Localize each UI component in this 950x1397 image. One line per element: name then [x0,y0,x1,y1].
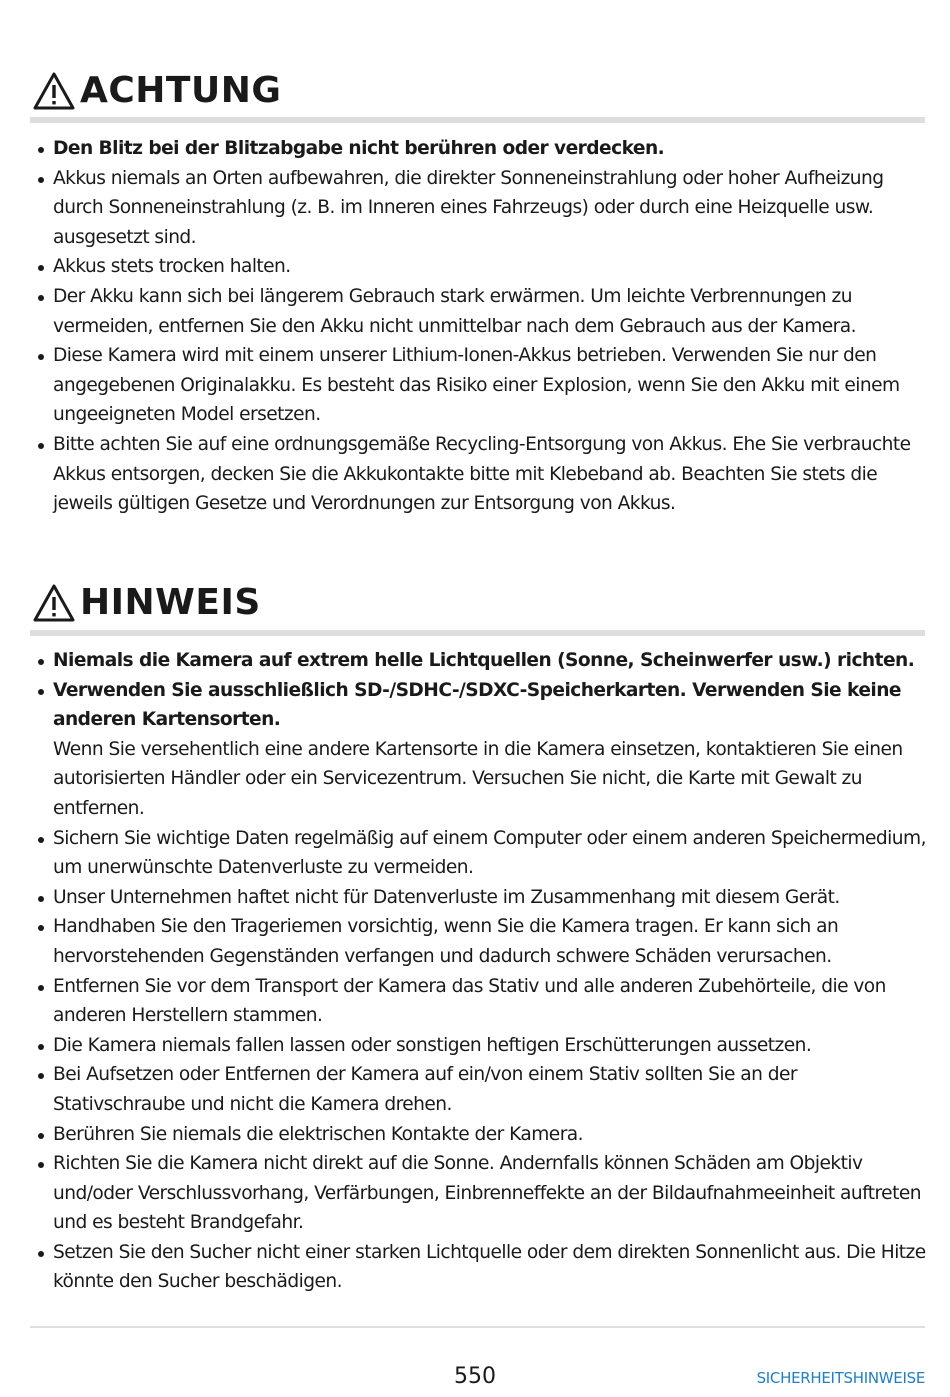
list-item: Richten Sie die Kamera nicht direkt auf die Sonne. Andernfalls können Schäden am Objektiv und/oder Verschlussvorhang, Verfärbungen, Einbrenneffekte an der Bildaufnahmeeinheit auftreten und es besteht Brandgefahr. [30,1149,928,1238]
section-divider [30,117,925,123]
list-item: Setzen Sie den Sucher nicht einer starken Lichtquelle oder dem direkten Sonnenlicht aus. Die Hitze könnte den Sucher beschädigen. [30,1238,928,1297]
hinweis-heading [32,580,925,626]
list-item: Bitte achten Sie auf eine ordnungsgemäße Recycling-Entsorgung von Akkus. Ehe Sie verbrauchte Akkus entsorgen, decken Sie die Akkukontakte bitte mit Klebeband ab. Beachten Sie stets die jeweils gültigen Gesetze und Verordnungen zur Entsorgung von Akkus. [30,430,928,519]
list-item: Unser Unternehmen haftet nicht für Datenverluste im Zusammenhang mit diesem Gerät. [30,883,928,913]
warning-triangle-icon [32,71,76,111]
achtung-list [30,134,928,519]
list-item: Die Kamera niemals fallen lassen oder sonstigen heftigen Erschütterungen aussetzen. [30,1031,928,1061]
list-item: Akkus stets trocken halten. [30,252,928,282]
list-item-note: Wenn Sie versehentlich eine andere Kartensorte in die Kamera einsetzen, kontaktieren Sie einen autorisierten Händler oder ein Servicezentrum. Versuchen Sie nicht, die Karte mit Gewalt zu entfernen. [53,738,903,819]
list-item: Akkus niemals an Orten aufbewahren, die direkter Sonneneinstrahlung oder hoher Aufheizung durch Sonneneinstrahlung (z. B. im Inneren eines Fahrzeugs) oder durch eine Heizquelle usw. ausgesetzt sind. [30,164,928,253]
list-item: Bei Aufsetzen oder Entfernen der Kamera auf ein/von einem Stativ sollten Sie an der Stativschraube und nicht die Kamera drehen. [30,1060,928,1119]
page-number: 550 [454,1364,496,1389]
list-item-text: Verwenden Sie ausschließlich SD-/SDHC-/SDXC-Speicherkarten. Verwenden Sie keine anderen Kartensorten. [53,679,901,731]
list-item: Niemals die Kamera auf extrem helle Lichtquellen (Sonne, Scheinwerfer usw.) richten. [30,646,928,676]
list-item: Den Blitz bei der Blitzabgabe nicht berühren oder verdecken. [30,134,928,164]
list-item [30,676,928,824]
hinweis-list [30,646,928,1297]
warning-triangle-icon [32,583,76,623]
footer-divider [30,1326,925,1328]
list-item: Sichern Sie wichtige Daten regelmäßig auf einem Computer oder einem anderen Speichermedium, um unerwünschte Datenverluste zu vermeiden. [30,824,928,883]
achtung-heading [32,68,925,114]
list-item: Entfernen Sie vor dem Transport der Kamera das Stativ und alle anderen Zubehörteile, die von anderen Herstellern stammen. [30,972,928,1031]
section-title: ACHTUNG [80,70,282,111]
section-divider [30,630,925,636]
list-item: Der Akku kann sich bei längerem Gebrauch stark erwärmen. Um leichte Verbrennungen zu vermeiden, entfernen Sie den Akku nicht unmittelbar nach dem Gebrauch aus der Kamera. [30,282,928,341]
list-item: Berühren Sie niemals die elektrischen Kontakte der Kamera. [30,1120,928,1150]
section-link[interactable]: SICHERHEITSHINWEISE [756,1369,925,1387]
list-item: Diese Kamera wird mit einem unserer Lithium-Ionen-Akkus betrieben. Verwenden Sie nur den angegebenen Originalakku. Es besteht das Risiko einer Explosion, wenn Sie den Akku mit einem ungeeigneten Model ersetzen. [30,341,928,430]
section-title: HINWEIS [80,582,261,623]
list-item: Handhaben Sie den Trageriemen vorsichtig, wenn Sie die Kamera tragen. Er kann sich an hervorstehenden Gegenständen verfangen und dadurch schwere Schäden verursachen. [30,912,928,971]
